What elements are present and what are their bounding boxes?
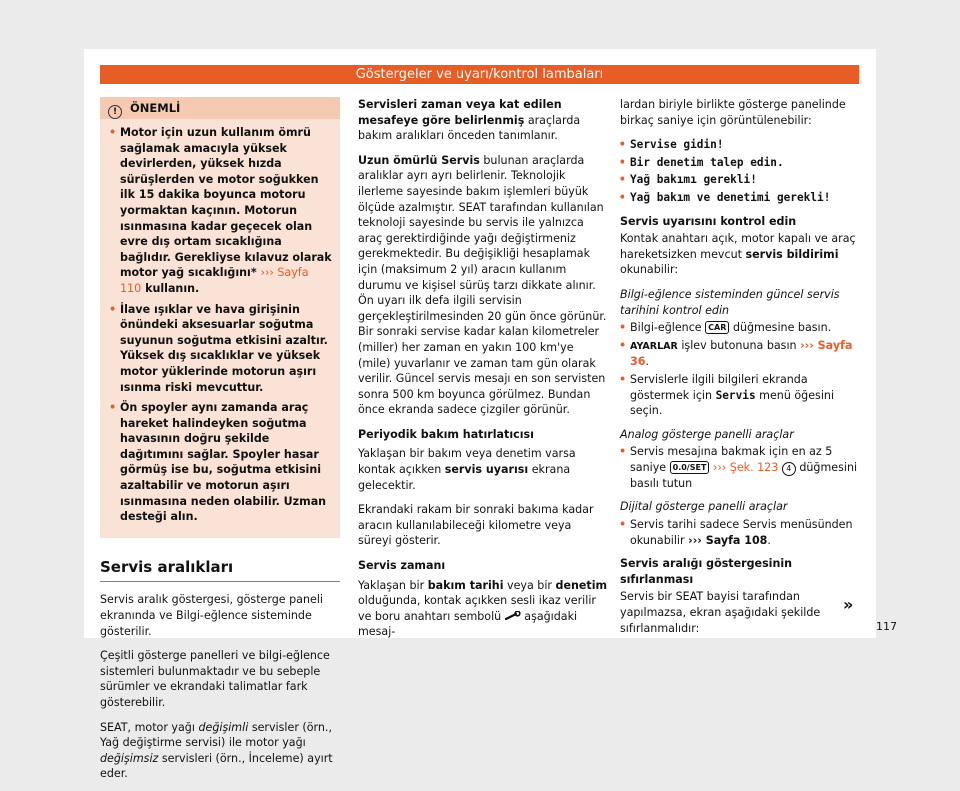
subheading: Servis zamanı: [358, 559, 446, 573]
step-list: [620, 320, 860, 419]
paragraph: Servisleri zaman veya kat edilen mesafeye göre belirlenmiş araçlarda bakım aralıkları önceden tanımlanır.: [358, 98, 581, 143]
paragraph: Servis bir SEAT bayisi tarafından yapılmazsa, ekran aşağıdaki şekilde sıfırlanmalıdır:: [620, 590, 821, 635]
list-item: • Yağ bakım ve denetimi gerekli!: [630, 190, 860, 206]
figure-link[interactable]: ››› Şek. 123: [712, 460, 779, 474]
warning-list: [100, 125, 340, 525]
subheading-italic: Dijital gösterge panelli araçlar: [620, 500, 788, 514]
list-item: • Yağ bakımı gerekli!: [630, 172, 860, 188]
paragraph: Servis aralık göstergesi, gösterge paneli ekranında ve Bilgi-eğlence sisteminde gösterilir.: [100, 593, 323, 638]
list-item: • Servis mesajına bakmak için en az 5 saniye 0.0/SET ››› Şek. 123 4 düğmesini basılı tutun: [630, 444, 860, 491]
column-2: [358, 97, 608, 649]
step-list: [620, 517, 860, 548]
paragraph: Yaklaşan bir bakım veya denetim varsa kontak açıkken servis uyarısı ekrana gelecektir.: [358, 447, 576, 492]
paragraph: Yaklaşan bir bakım tarihi veya bir denetim olduğunda, kontak açıkken sesli ikaz verilir ve boru anahtarı sembolü aşağıdaki mesaj-: [358, 578, 608, 639]
paragraph: SEAT, motor yağı değişimli servisler (örn., Yağ değiştirme servisi) ile motor yağı değişimsiz servisleri (örn., İnceleme) ayırt eder.: [100, 720, 333, 781]
page-link[interactable]: ››› Sayfa 110: [120, 266, 309, 295]
column-3: [620, 97, 860, 645]
wrench-icon: [505, 610, 525, 623]
list-item: • Bir denetim talep edin.: [630, 155, 860, 171]
subheading: Servis aralığı göstergesinin sıfırlanması: [620, 557, 793, 586]
info-icon: !: [108, 105, 122, 119]
warning-item: • Ön spoyler aynı zamanda araç hareket halindeyken soğutma havasının doğru şekilde dağıtımını sağlar. Spoyler hasar görmüş ise bu, soğutma etkisini azaltabilir ve motorun aşırı ısınmasına neden olabilir. Uzman desteği alın.: [120, 400, 332, 525]
page-link[interactable]: ››› Sayfa 108: [688, 533, 768, 547]
message-list: [620, 137, 860, 205]
subheading-italic: Analog gösterge panelli araçlar: [620, 427, 794, 441]
subheading-italic: Bilgi-eğlence sisteminden güncel servis tarihini kontrol edin: [620, 287, 840, 317]
set-key-icon: 0.0/SET: [670, 461, 710, 474]
column-1: [100, 97, 340, 791]
list-item: • AYARLAR işlev butonuna basın ››› Sayfa 36.: [630, 338, 860, 370]
paragraph: Uzun ömürlü Servis bulunan araçlarda aralıklar ayrı ayrı belirlenir. Teknolojik ilerleme sayesinde bakım işlemleri büyük ölçüde azalmıştır. SEAT tarafından kullanılan teknoloji sayesinde bu servis ile yalnızca araç gerektirdiğinde yağı değiştirmeniz gerekmektedir. Bu değişikliği hesaplamak için (maksimum 2 yıl) aracın kullanım durumu ve kişisel sürüş tarzı dikkate alınır. Ön uyarı ilk defa ilgili servisin gerçekleştirilmesinden 20 gün önce görünür. Bir sonraki servise kadar kalan kilometreler (miller) her zaman en yakın 100 km'ye (mile) yuvarlanır ve zaman tam gün olarak verilir. Güncel servis mesajı en son servisten sonra 500 km boyunca görülmez. Bundan önce ekranda sadece çizgiler görünür.: [358, 153, 607, 417]
paragraph: Çeşitli gösterge panelleri ve bilgi-eğlence sistemleri bulunmaktadır ve bu sebeple sürümler ve ekrandaki talimatlar fark gösterebilir.: [100, 649, 330, 709]
subheading: Servis uyarısını kontrol edin: [620, 214, 797, 228]
paragraph: Kontak anahtarı açık, motor kapalı ve araç hareketsizken mevcut servis bildirimi okunabilir:: [620, 232, 856, 277]
warning-title: ÖNEMLİ: [130, 101, 181, 115]
page-header: Göstergeler ve uyarı/kontrol lambaları: [100, 65, 859, 84]
car-key-icon: CAR: [705, 321, 729, 334]
page-link[interactable]: ››› Sayfa 36: [630, 338, 853, 369]
warning-box: [100, 97, 340, 538]
continue-mark: »: [843, 595, 854, 614]
paragraph: Ekrandaki rakam bir sonraki bakıma kadar aracın kullanılabileceği kilometre veya süreyi gösterir.: [358, 503, 594, 548]
warning-item: • İlave ışıklar ve hava girişinin önündeki aksesuarlar soğutma suyunun soğutma etkisini azaltır. Yüksek dış sıcaklıklar ve yüksek motor yüklerinde motorun aşırı ısınma riski mevcuttur.: [120, 302, 332, 396]
list-item: • Servis tarihi sadece Servis menüsünden okunabilir ››› Sayfa 108.: [630, 517, 860, 548]
list-item: • Bilgi-eğlence CAR düğmesine basın.: [630, 320, 860, 336]
section-title: Servis aralıkları: [100, 560, 340, 583]
subheading: Periyodik bakım hatırlatıcısı: [358, 427, 534, 441]
warning-header: [100, 97, 340, 119]
page-number: 117: [876, 620, 897, 633]
list-item: • Servislerle ilgili bilgileri ekranda göstermek için Servis menü öğesini seçin.: [630, 372, 860, 419]
callout-number: 4: [782, 462, 796, 476]
paragraph: lardan biriyle birlikte gösterge panelinde birkaç saniye için görüntülenebilir:: [620, 98, 846, 127]
warning-item: • Motor için uzun kullanım ömrü sağlamak amacıyla yüksek devirlerden, yüksek hızda sürüşlerden ve motor soğukken ilk 15 dakika boyunca motoru yormaktan kaçının. Motorun ısınmasına kadar geçecek olan evre dış ortam sıcaklığına bağlıdır. Gerekliyse kılavuz olarak motor yağ sıcaklığını* ››› Sayfa 110 kullanın.: [120, 125, 332, 297]
step-list: [620, 444, 860, 491]
list-item: • Servise gidin!: [630, 137, 860, 153]
